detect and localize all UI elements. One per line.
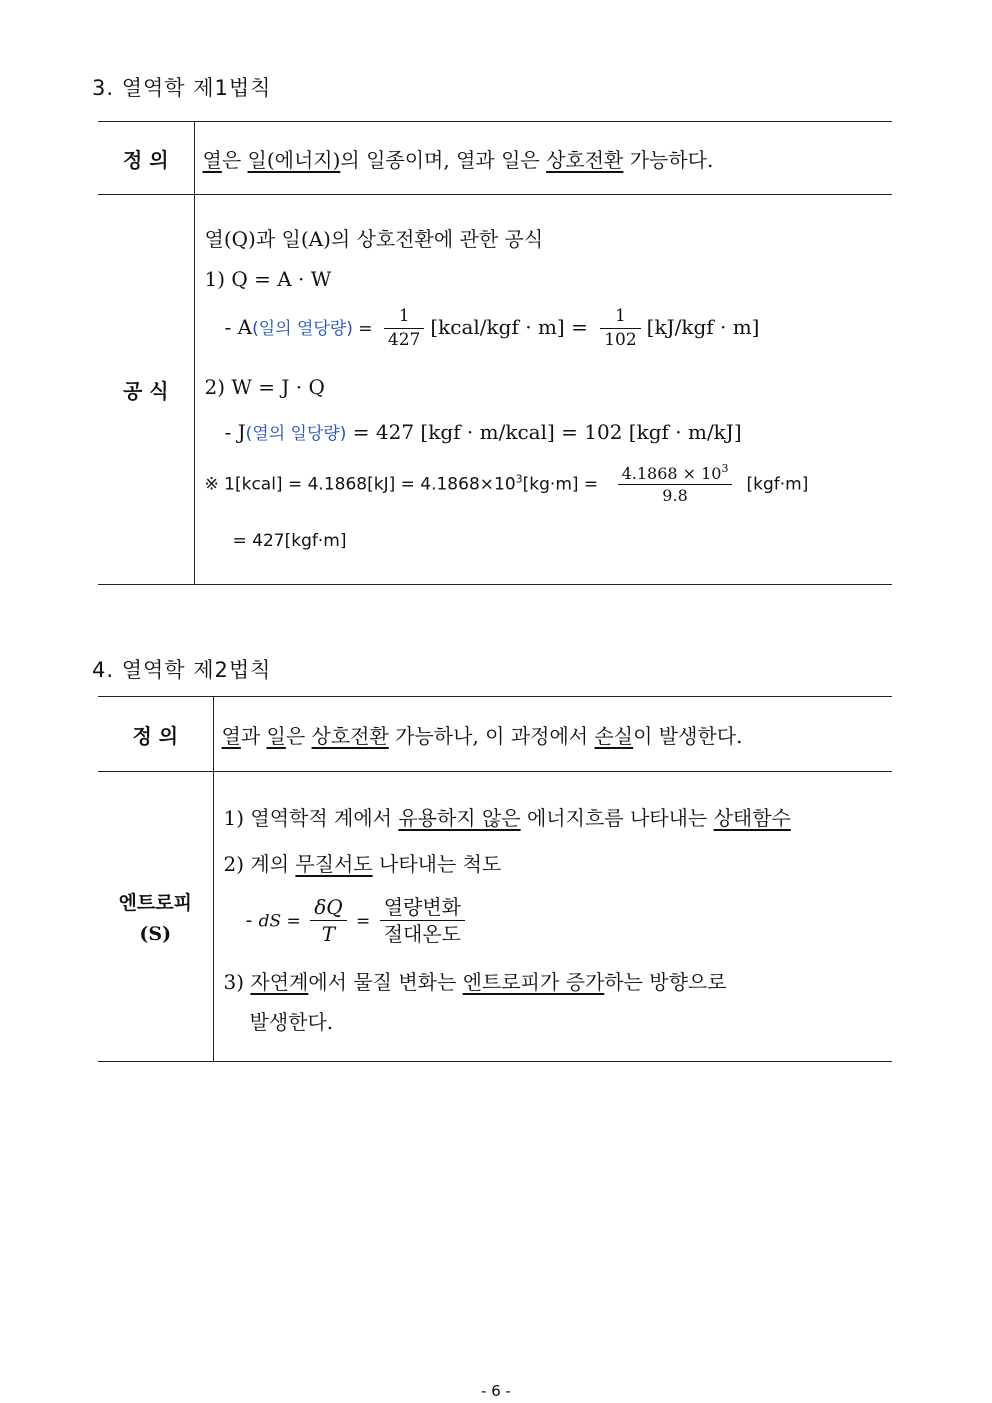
entropy-item-2: 2) 계의 무질서도 나타내는 척도 bbox=[223, 852, 502, 876]
conversion-note-2: = 427[kgf·m] bbox=[232, 531, 347, 551]
formula-label: 공 식 bbox=[98, 195, 194, 585]
entropy-label: 엔트로피 (S) bbox=[98, 772, 213, 1062]
conversion-fraction: $\frac{4.1868 \times 10^3}{9.8}$ bbox=[618, 463, 733, 506]
mechanical-equivalent-label: (일의 열당량) bbox=[252, 319, 353, 340]
entropy-formula: - dS = $\frac{\delta Q}{T}$ = $\frac{\text{열량변화}}{\text{절대온도}}$ bbox=[246, 896, 470, 946]
underline-work: 일(에너지) bbox=[247, 147, 341, 172]
dq-over-t-fraction: $\frac{\delta Q}{T}$ bbox=[310, 896, 346, 946]
page-number: - 6 - bbox=[481, 1382, 511, 1400]
conversion-note: ※ 1[kcal] = $4.1868[kJ] = 4.1868\times 10^3[kg\cdot m]$ = $\frac{4.1868 \times 10^3}{9.8}$ [kgf·m] bbox=[204, 462, 809, 506]
section-3-title: 3. 열역학 제1법칙 bbox=[92, 76, 272, 100]
heat-equivalent-label: (열의 일당량) bbox=[245, 424, 347, 444]
entropy-item-3-cont: 발생한다. bbox=[249, 1010, 334, 1034]
definition-label: 정 의 bbox=[98, 697, 213, 772]
entropy-item-1: 1) 열역학적 계에서 유용하지 않은 에너지흐름 나타내는 상태함수 bbox=[223, 806, 791, 830]
entropy-body bbox=[213, 772, 892, 1062]
fraction-1-102: $\frac{1}{102}$ bbox=[600, 307, 640, 350]
formula-1: 1) Q = A · W bbox=[204, 267, 332, 291]
formula-body bbox=[194, 195, 892, 585]
formula-intro: 열(Q)과 일(A)의 상호전환에 관한 공식 bbox=[204, 227, 544, 251]
definition-text: 열과 일은 상호전환 가능하나, 이 과정에서 손실이 발생한다. bbox=[213, 697, 892, 772]
heat-change-over-temp-fraction: $\frac{\text{열량변화}}{\text{절대온도}}$ bbox=[380, 896, 465, 946]
first-law-table bbox=[98, 121, 892, 585]
second-law-table bbox=[98, 696, 892, 1062]
definition-label: 정 의 bbox=[98, 122, 194, 195]
section-4-title: 4. 열역학 제2법칙 bbox=[92, 658, 272, 682]
formula-1a: - A(일의 열당량) = $\frac{1}{427}$ [kcal/kgf · m] = $\frac{1}{102}$ [kJ/kgf · m] bbox=[224, 306, 760, 350]
underline-heat: 열 bbox=[202, 147, 222, 172]
fraction-1-427: $\frac{1}{427}$ bbox=[384, 307, 424, 350]
entropy-item-3: 3) 자연계에서 물질 변화는 엔트로피가 증가하는 방향으로 bbox=[223, 970, 727, 994]
formula-2a: - J(열의 일당량) = 427 [kgf · m/kcal] = 102 [kgf · m/kJ] bbox=[224, 420, 742, 444]
underline-conversion: 상호전환 bbox=[546, 147, 624, 172]
formula-2: 2) W = J · Q bbox=[204, 375, 325, 399]
definition-text: 열은 일(에너지)의 일종이며, 열과 일은 상호전환 가능하다. bbox=[194, 122, 892, 195]
